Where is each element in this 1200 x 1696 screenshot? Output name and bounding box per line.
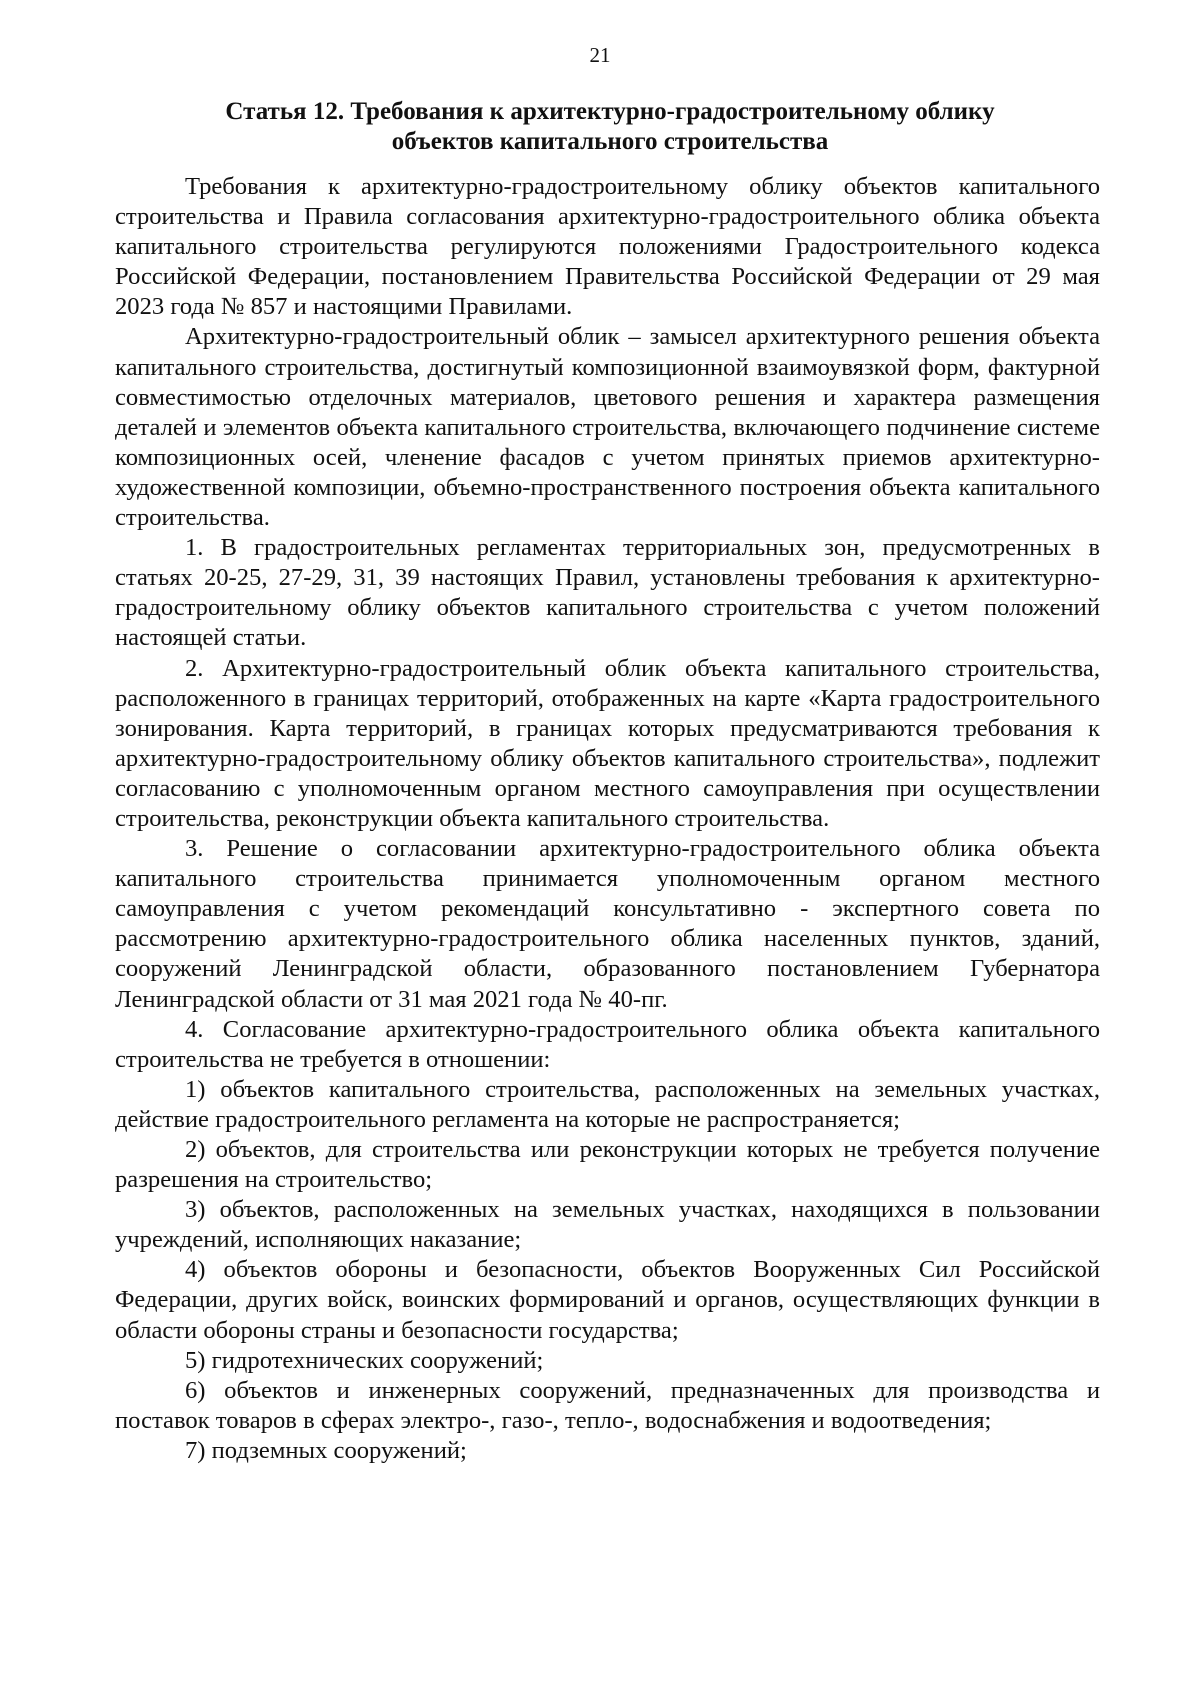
subitem-1: 1) объектов капитального строительства, расположенных на земельных участках, действие градостроительного регламента на которые не распространяется;	[115, 1075, 1100, 1133]
subitem-3: 3) объектов, расположенных на земельных участках, находящихся в пользовании учреждений, исполняющих наказание;	[115, 1196, 1100, 1254]
paragraph-item-1: 1. В градостроительных регламентах территориальных зон, предусмотренных в статьях 20-25, 27-29, 31, 39 настоящих Правил, установлены требования к архитектурно-градостроительному облику объектов капитального строительства с учетом положений настоящей статьи.	[115, 534, 1100, 652]
subitem-5: 5) гидротехнических сооружений;	[185, 1346, 544, 1374]
paragraph-definition: Архитектурно-градостроительный облик – замысел архитектурного решения объекта капитального строительства, достигнутый композиционной взаимоувязкой форм, фактурной совместимостью отделочных материалов, цветового решения и характера размещения деталей и элементов объекта капитального строительства, включающего подчинение системе композиционных осей, членение фасадов с учетом принятых приемов архитектурно-художественной композиции, объемно-пространственного построения объекта капитального строительства.	[115, 323, 1100, 532]
article-title-line-2: объектов капитального строительства	[391, 128, 829, 155]
paragraph-item-2: 2. Архитектурно-градостроительный облик объекта капитального строительства, расположенного в границах территорий, отображенных на карте «Карта градостроительного зонирования. Карта территорий, в границах которых предусматриваются требования к архитектурно-градостроительному облику объектов капитального строительства», подлежит согласованию с уполномоченным органом местного самоуправления при осуществлении строительства, реконструкции объекта капитального строительства.	[115, 654, 1100, 832]
page-number: 21	[589, 43, 611, 67]
subitem-2: 2) объектов, для строительства или реконструкции которых не требуется получение разрешения на строительство;	[115, 1136, 1100, 1194]
paragraph-item-4: 4. Согласование архитектурно-градостроительного облика объекта капитального строительства не требуется в отношении:	[115, 1015, 1100, 1073]
subitem-7: 7) подземных сооружений;	[185, 1436, 467, 1464]
subitem-4: 4) объектов обороны и безопасности, объектов Вооруженных Сил Российской Федерации, других войск, воинских формирований и органов, осуществляющих функции в области обороны страны и безопасности государства;	[115, 1256, 1100, 1344]
paragraph-item-3: 3. Решение о согласовании архитектурно-градостроительного облика объекта капитального строительства принимается уполномоченным органом местного самоуправления с учетом рекомендаций консультативно - экспертного совета по рассмотрению архитектурно-градостроительного облика населенных пунктов, зданий, сооружений Ленинградской области, образованного постановлением Губернатора Ленинградской области от 31 мая 2021 года № 40-пг.	[115, 835, 1100, 1013]
paragraph-intro: Требования к архитектурно-градостроительному облику объектов капитального строительства и Правила согласования архитектурно-градостроительного облика объекта капитального строительства регулируются положениями Градостроительного кодекса Российской Федерации, постановлением Правительства Российской Федерации от 29 мая 2023 года № 857 и настоящими Правилами.	[115, 173, 1100, 321]
article-title-line-1: Статья 12. Требования к архитектурно-градостроительному облику	[225, 98, 995, 125]
article-body	[115, 172, 1100, 1466]
subitem-6: 6) объектов и инженерных сооружений, предназначенных для производства и поставок товаров в сферах электро-, газо-, тепло-, водоснабжения и водоотведения;	[115, 1376, 1100, 1434]
article-title	[160, 97, 1060, 157]
